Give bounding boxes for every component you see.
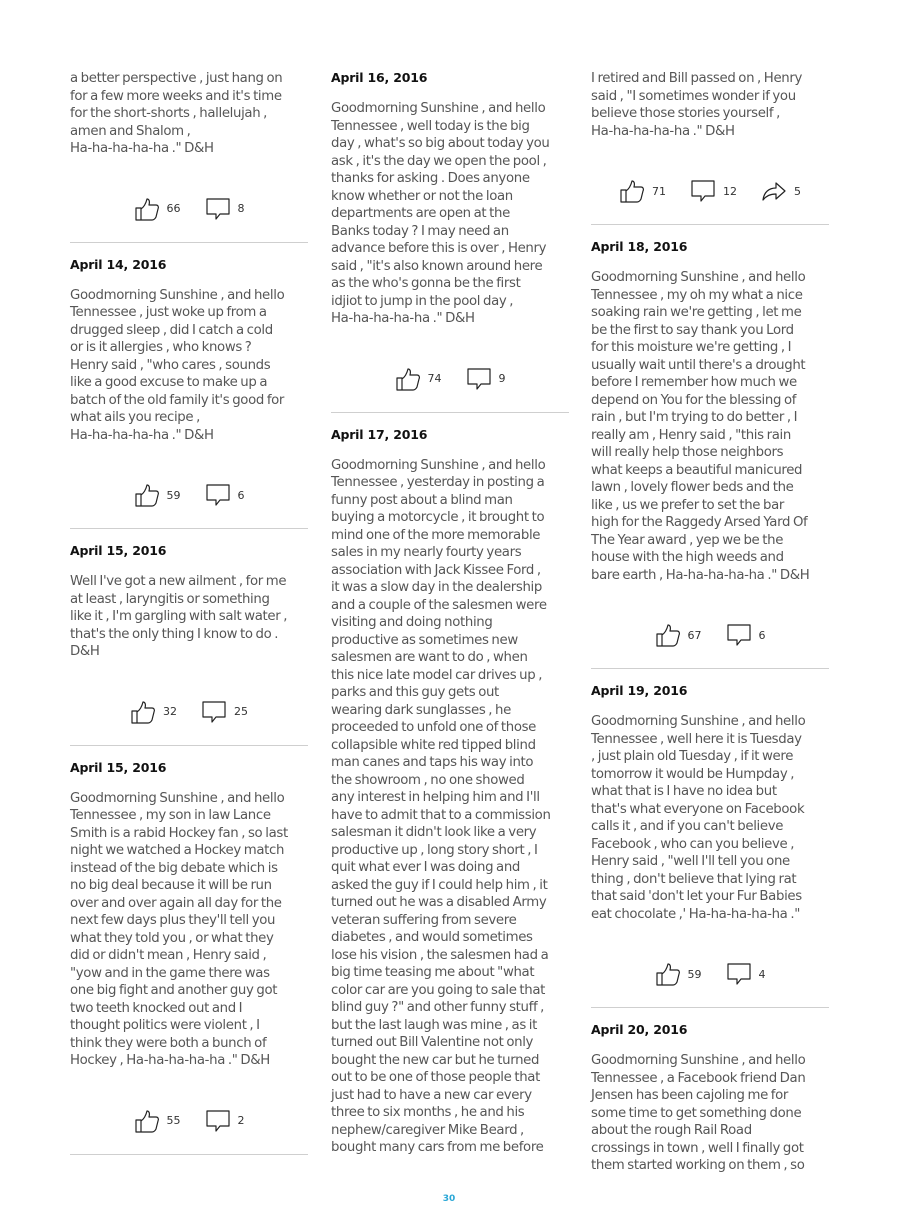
- post-date: April 15, 2016: [70, 543, 167, 558]
- post-text: Goodmorning Sunshine , and hello Tennessee , my son in law Lance Smith is a rabid Hockey fan , so last night we watched a Hockey match instead of the big debate which is no big deal because it will be run over and over again all day for the next few days plus they'll tell you what they told you , or what they did or didn't mean , Henry said , "yow and in the game there was one big fight and another guy got two teeth knocked out and I thought politics were violent , I think they were both a bunch of Hockey , Ha-ha-ha-ha-ha ." D&H: [70, 790, 288, 1068]
- post-date: April 18, 2016: [591, 239, 688, 254]
- post: [70, 543, 308, 746]
- post-date: April 15, 2016: [70, 759, 167, 775]
- post: [331, 70, 569, 413]
- thumbs-up-icon: [130, 699, 156, 725]
- thumbs-up-icon: [655, 622, 681, 648]
- post-date: April 20, 2016: [591, 1022, 688, 1037]
- column-1: [70, 70, 308, 1169]
- comment-stat[interactable]: [205, 1108, 245, 1134]
- column-3: [591, 70, 829, 1175]
- thumbs-up-icon: [134, 196, 160, 222]
- post-stats: [70, 478, 308, 512]
- post: [70, 70, 308, 243]
- post-text: Goodmorning Sunshine , and hello Tennessee , a Facebook friend Dan Jensen has been cajoling me for some time to get something done about the rough Rail Road crossings in town , well I finally got them started working on them , so: [591, 1053, 806, 1173]
- comment-stat[interactable]: [726, 622, 766, 648]
- comment-icon: [201, 699, 227, 725]
- post-text: Well I've got a new ailment , for me at least , laryngitis or something like it , I'm gargling with salt water , that's the only thing I know to do . D&H: [70, 574, 288, 659]
- post: [591, 239, 829, 669]
- post: [591, 1022, 829, 1175]
- post-text: a better perspective , just hang on for a few more weeks and it's time for the short-shorts , hallelujah , amen and Shalom , Ha-ha-ha-ha-ha ." D&H: [70, 71, 283, 156]
- comment-count: 6: [237, 488, 245, 502]
- divider: [591, 1007, 829, 1008]
- like-count: 66: [166, 202, 181, 215]
- comment-count: 9: [498, 372, 506, 385]
- post-date: April 14, 2016: [70, 256, 167, 272]
- comment-icon: [726, 961, 752, 987]
- divider: [70, 745, 308, 746]
- comment-icon: [205, 482, 231, 508]
- like-count: 32: [163, 705, 177, 718]
- like-count: 74: [427, 372, 442, 385]
- share-icon: [761, 178, 787, 204]
- like-count: 59: [166, 488, 181, 502]
- comment-icon: [205, 1108, 231, 1134]
- comment-icon: [205, 196, 231, 222]
- post: [331, 427, 569, 1157]
- post-text: Goodmorning Sunshine , and hello Tennessee , just woke up from a drugged sleep , did I catch a cold or is it allergies , who knows ? Henry said , "who cares , sounds like a good excuse to make up a batch of the old family it's good for what ails you recipe , Ha-ha-ha-ha-ha ." D&H: [70, 287, 285, 443]
- post-text: Goodmorning Sunshine , and hello Tennessee , my oh my what a nice soaking rain we're getting , let me be the first to say thank you Lord for this moisture we're getting , I usually wait until there's a drought before I remember how much we depend on You for the blessing of rain , but I'm trying to do better , I really am , Henry said , "this rain will really help those neighbors what keeps a beautiful manicured lawn , lovely flower beds and the like , us we prefer to set the bar high for the Raggedy Arsed Yard Of The Year award , yep we be the house with the high weeds and bare earth , Ha-ha-ha-ha-ha ." D&H: [591, 270, 810, 583]
- post: [591, 683, 829, 1008]
- like-count: 59: [687, 967, 702, 981]
- comment-count: 2: [237, 1114, 245, 1127]
- post-stats: [70, 695, 308, 729]
- comment-icon: [690, 178, 716, 204]
- thumbs-up-icon: [134, 482, 160, 508]
- post-date: April 17, 2016: [331, 426, 428, 442]
- share-count: 5: [794, 184, 801, 198]
- comment-count: 12: [723, 184, 737, 198]
- post-text: Goodmorning Sunshine , and hello Tennessee , yesterday in posting a funny post about a blind man buying a motorcycle , it brought to mind one of the more memorable sales in my nearly fourty years association with Jack Kissee Ford , it was a slow day in the dealership and a couple of the salesmen were visiting and doing nothing productive as sometimes new salesmen are want to do , when this nice late model car drives up , parks and this guy gets out wearing dark sunglasses , he proceeded to unfold one of those collapsible white red tipped blind man canes and taps his way into the showroom , no one showed any interest in helping him and I'll have to admit that to a commission salesman it didn't look like a very productive up , long story short , I quit what ever I was doing and asked the guy if I could help him , it turned out he was a disabled Army veteran suffering from severe diabetes , and would sometimes lose his vision , the salesmen had a big time teasing me about "what color car are you going to sale that blind guy ?" and other funny stuff , but the last laugh was mine , as it turned out Bill Valentine not only bought the new car but he turned out to be one of those people that just had to have a new car every three to six months , he and his nephew/caregiver Mike Beard , bought many cars from me before: [331, 457, 551, 1155]
- comment-stat[interactable]: [201, 699, 248, 725]
- like-stat[interactable]: [655, 622, 702, 648]
- post-text: Goodmorning Sunshine , and hello Tennessee , well here it is Tuesday , just plain old Tuesday , if it were tomorrow it would be Humpday , what that is I have no idea but that's what everyone on Facebook calls it , and if you can't believe Facebook , who can you believe , Henry said , "well I'll tell you one thing , don't believe that lying rat that said 'don't let your Fur Babies eat chocolate ,' Ha-ha-ha-ha-ha .": [591, 714, 806, 922]
- share-stat[interactable]: [761, 178, 801, 204]
- like-stat[interactable]: [619, 178, 666, 204]
- post-stats: [591, 957, 829, 991]
- post: [70, 760, 308, 1155]
- divider: [591, 668, 829, 669]
- thumbs-up-icon: [395, 366, 421, 392]
- column-2: [331, 70, 569, 1157]
- divider: [331, 412, 569, 413]
- comment-icon: [466, 366, 492, 392]
- comment-icon: [726, 622, 752, 648]
- like-count: 71: [652, 184, 666, 198]
- post-stats: [591, 618, 829, 652]
- comment-stat[interactable]: [466, 366, 506, 392]
- post-stats: [331, 362, 569, 396]
- post-stats: [591, 174, 829, 208]
- comment-count: 25: [234, 705, 248, 718]
- like-count: 55: [166, 1114, 181, 1127]
- post-stats: [70, 1104, 308, 1138]
- thumbs-up-icon: [655, 961, 681, 987]
- comment-count: 6: [758, 628, 766, 642]
- like-stat[interactable]: [134, 1108, 181, 1134]
- thumbs-up-icon: [619, 178, 645, 204]
- divider: [591, 224, 829, 225]
- comment-stat[interactable]: [726, 961, 766, 987]
- thumbs-up-icon: [134, 1108, 160, 1134]
- like-stat[interactable]: [655, 961, 702, 987]
- post-text: I retired and Bill passed on , Henry said , "I sometimes wonder if you believe those stories yourself , Ha-ha-ha-ha-ha ." D&H: [591, 71, 802, 139]
- comment-stat[interactable]: [690, 178, 737, 204]
- post: [70, 257, 308, 530]
- comment-count: 8: [237, 202, 245, 215]
- post-stats: [70, 192, 308, 226]
- post-date: April 16, 2016: [331, 70, 428, 85]
- like-stat[interactable]: [130, 699, 177, 725]
- like-stat[interactable]: [134, 482, 181, 508]
- divider: [70, 242, 308, 243]
- post: [591, 70, 829, 225]
- page-number: 30: [442, 1194, 456, 1204]
- like-stat[interactable]: [395, 366, 442, 392]
- divider: [70, 528, 308, 529]
- comment-count: 4: [758, 967, 766, 981]
- comment-stat[interactable]: [205, 482, 245, 508]
- comment-stat[interactable]: [205, 196, 245, 222]
- like-count: 67: [687, 628, 702, 642]
- post-text: Goodmorning Sunshine , and hello Tennessee , well today is the big day , what's so big about today you ask , it's the day we open the pool , thanks for asking . Does anyone know whether or not the loan departments are open at the Banks today ? I may need an advance before this is over , Henry said , "it's also known around here as the who's gonna be the first idjiot to jump in the pool day , Ha-ha-ha-ha-ha ." D&H: [331, 101, 550, 326]
- post-date: April 19, 2016: [591, 683, 688, 698]
- divider: [70, 1154, 308, 1155]
- like-stat[interactable]: [134, 196, 181, 222]
